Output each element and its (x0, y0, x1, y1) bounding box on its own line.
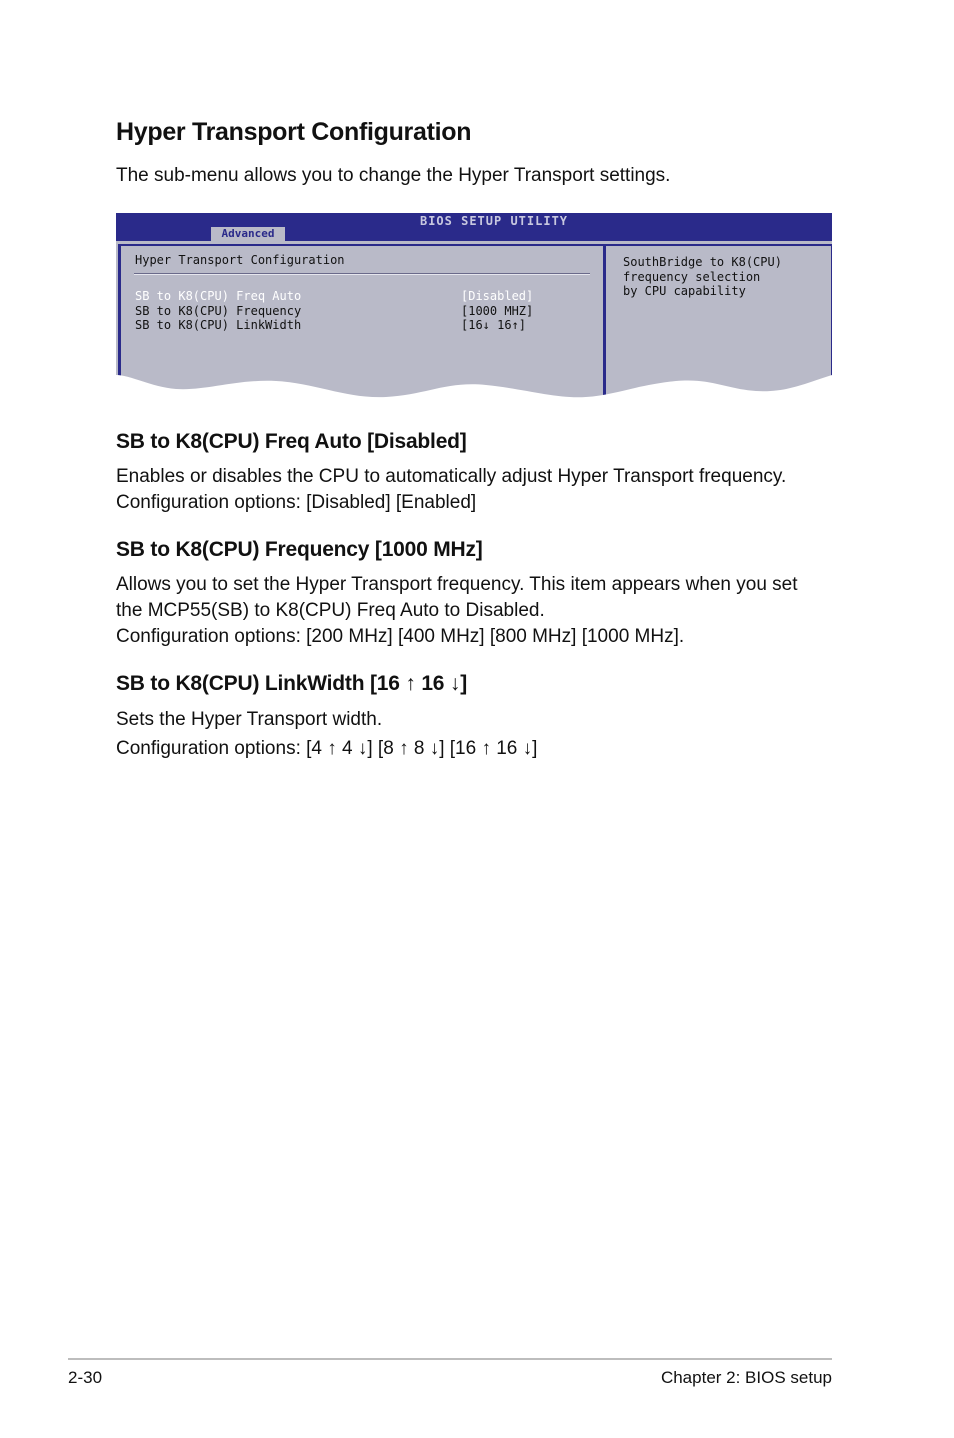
section-linkwidth-text (116, 707, 537, 762)
torn-edge-graphic (116, 213, 832, 400)
bios-value-linkwidth[interactable]: [16↓ 16↑] (461, 318, 527, 332)
paragraph-line: Configuration options: [Disabled] [Enabled] (116, 492, 477, 513)
section-frequency-text (116, 572, 798, 650)
arrow-down-icon: ↓ (522, 738, 533, 759)
bios-screenshot (116, 213, 832, 400)
bios-item-freq-auto[interactable]: SB to K8(CPU) Freq Auto (135, 289, 302, 303)
arrow-up-icon: ↑ (405, 672, 416, 695)
bios-section-title: Hyper Transport Configuration (135, 253, 345, 267)
arrow-down-icon: ↓ (429, 738, 440, 759)
arrow-down-icon: ↓ (449, 672, 461, 695)
section-freq-auto-text (116, 464, 786, 516)
section-heading: SB to K8(CPU) Freq Auto [Disabled] (116, 430, 467, 453)
bios-value-frequency[interactable]: [1000 MHZ] (461, 304, 534, 318)
bios-help-line-2: frequency selection (623, 270, 761, 284)
bios-help-line-3: by CPU capability (623, 284, 746, 298)
bios-help-line-1: SouthBridge to K8(CPU) (623, 255, 782, 269)
paragraph-line: the MCP55(SB) to K8(CPU) Freq Auto to Disabled. (116, 600, 545, 621)
section-frequency (116, 538, 483, 562)
bios-item-frequency[interactable]: SB to K8(CPU) Frequency (135, 304, 302, 318)
paragraph-line: Configuration options: [200 MHz] [400 MHz] [800 MHz] [1000 MHz]. (116, 626, 685, 647)
arrow-up-icon: ↑ (399, 738, 409, 759)
bios-value-freq-auto[interactable]: [Disabled] (461, 289, 534, 303)
arrow-down-icon: ↓ (357, 738, 368, 759)
arrow-up-icon: ↑ (327, 738, 337, 759)
paragraph-line: Configuration options: [4 ↑ 4 ↓] [8 ↑ 8 ↓] [16 ↑ 16 ↓] (116, 738, 538, 759)
page-title: Hyper Transport Configuration (116, 118, 472, 146)
bios-item-linkwidth[interactable]: SB to K8(CPU) LinkWidth (135, 318, 302, 332)
paragraph-line: Enables or disables the CPU to automatically adjust Hyper Transport frequency. (116, 466, 787, 487)
paragraph-line: Allows you to set the Hyper Transport frequency. This item appears when you set (116, 574, 798, 595)
section-linkwidth (116, 672, 467, 696)
chapter-label: Chapter 2: BIOS setup (660, 1368, 832, 1387)
paragraph-line: Sets the Hyper Transport width. (116, 709, 383, 730)
section-freq-auto (116, 430, 467, 454)
bios-title: BIOS SETUP UTILITY (419, 214, 569, 228)
intro-text: The sub-menu allows you to change the Hyper Transport settings. (116, 165, 671, 186)
section-heading: SB to K8(CPU) LinkWidth [16 ↑ 16 ↓] (116, 672, 468, 695)
footer-divider (68, 1358, 832, 1360)
section-heading: SB to K8(CPU) Frequency [1000 MHz] (116, 538, 483, 561)
page-number: 2-30 (68, 1368, 103, 1387)
arrow-up-icon: ↑ (481, 738, 491, 759)
tab-advanced[interactable]: Advanced (211, 227, 285, 241)
